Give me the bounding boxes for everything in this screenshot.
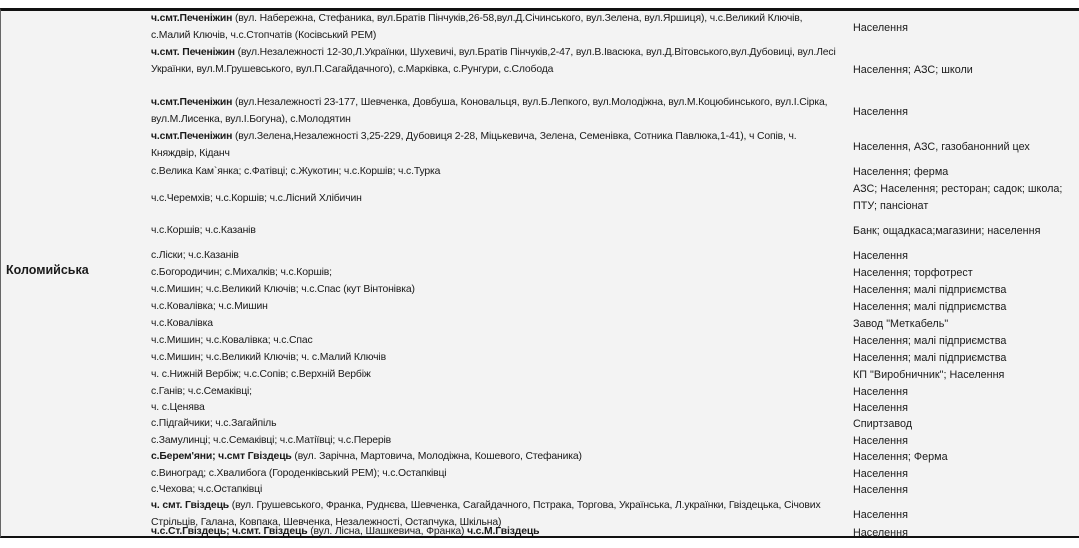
address-cell (151, 265, 841, 282)
table-row (1, 181, 1079, 217)
consumers-cell: Населення; торфотрест (853, 267, 973, 279)
table-row (1, 316, 1079, 333)
consumers-cell: Населення (853, 509, 908, 521)
settlement-bold: ч.смт.Печеніжин (151, 131, 233, 142)
address-cell (151, 45, 841, 78)
address-text: ч.с.Ковалівка (151, 318, 213, 329)
address-cell (151, 95, 841, 128)
district-name: Коломийська (6, 263, 89, 277)
settlement-bold: ч.смт. Печеніжин (151, 47, 235, 58)
address-cell (151, 191, 841, 208)
consumers-cell: Населення; малі підприємства (853, 352, 1007, 364)
consumers-cell: Населення; малі підприємства (853, 284, 1007, 296)
table-row (1, 95, 1079, 129)
address-cell (151, 350, 841, 367)
address-text: с.Замулинці; ч.с.Семаківці; ч.с.Матіївці; ч.с.Перерів (151, 435, 392, 446)
address-cell (151, 482, 841, 499)
table-row (1, 400, 1079, 417)
address-text: с.Підгайчики; ч.с.Загайпіль (151, 418, 277, 429)
table-row (1, 217, 1079, 247)
address-text: (вул. Набережна, Стефаника, вул.Братів Пінчуків,26-58,вул.Д.Січинського, вул.Зелена, вул.Яршиця), ч.с.Великий Ключів, с.Малий Ключів, ч.с.Стопчатів (Косівський РЕМ) (151, 13, 803, 41)
table-row (1, 45, 1079, 95)
address-cell (151, 416, 841, 433)
table-row (1, 11, 1079, 45)
table-row (1, 433, 1079, 450)
address-cell (151, 299, 841, 316)
address-cell (151, 333, 841, 350)
address-cell (151, 400, 841, 417)
address-text: ч.с.Мишин; ч.с.Великий Ключів; ч. с.Малий Ключів (151, 352, 386, 363)
address-text: ч. с.Нижній Вербіж; ч.с.Сопів; с.Верхній Вербіж (151, 369, 371, 380)
address-text: с.Велика Кам`янка; с.Фатівці; с.Жукотин; ч.с.Коршів; ч.с.Турка (151, 166, 441, 177)
address-cell (151, 11, 841, 44)
address-cell (151, 223, 841, 240)
address-cell (151, 367, 841, 384)
consumers-cell: Населення; АЗС; школи (853, 64, 973, 76)
settlement-bold: ч.смт.Печеніжин (151, 97, 233, 108)
address-text: (вул. Грушевського, Франка, Руднєва, Шевченка, Сагайдачного, Пстрака, Торгова, Українська, Л.українки, Гвіздецька, Січових Стрільців, Галана, Ковпака, Шевченка, Незалежності, Остапчука, Шкільна) (151, 500, 821, 528)
consumers-cell: Населення (853, 22, 908, 34)
consumers-cell: АЗС; Населення; ресторан; садок; школа; ПТУ; пансіонат (853, 183, 1063, 212)
table-row (1, 384, 1079, 401)
settlement-bold: ч.с.Ст.Гвіздець; ч.смт. Гвіздець (151, 526, 308, 537)
address-cell (151, 248, 841, 265)
table-row (1, 129, 1079, 163)
consumers-cell: Населення (853, 527, 908, 539)
consumers-cell: КП "Виробничник"; Населення (853, 369, 1005, 381)
address-cell (151, 466, 841, 483)
table-row (1, 416, 1079, 433)
address-text: ч.с.Черемхів; ч.с.Коршів; ч.с.Лісний Хлібичин (151, 193, 362, 204)
table-row (1, 524, 1079, 541)
table-row (1, 367, 1079, 384)
table-row (1, 299, 1079, 316)
table-row (1, 248, 1079, 265)
consumers-cell: Завод "Меткабель" (853, 318, 949, 330)
address-text: (вул. Лісна, Шашкевича, Франка) (307, 526, 468, 537)
address-text: (вул.Незалежності 12-30,Л.Українки, Шухевичі, вул.Братів Пінчуків,2-47, вул.В.Івасюка, вул.Д.Вітовського,вул.Дубовиці, вул.Лесі Українки, вул.М.Грушевського, вул.П.Сагайдачного), с.Марківка, с.Рунгури, с.Слобода (151, 47, 836, 75)
table-row (1, 350, 1079, 367)
address-cell (151, 384, 841, 401)
consumers-cell: Населення (853, 386, 908, 398)
consumers-cell: Населення (853, 250, 908, 262)
address-text: ч.с.Коршів; ч.с.Казанів (151, 225, 256, 236)
table-row (1, 466, 1079, 483)
consumers-cell: Населення; малі підприємства (853, 301, 1007, 313)
address-text: ч. с.Ценява (151, 402, 205, 413)
outage-schedule-table (0, 8, 1079, 538)
consumers-cell: Населення; малі підприємства (853, 335, 1007, 347)
table-row (1, 333, 1079, 350)
consumers-cell: Населення (853, 402, 908, 414)
consumers-cell: Населення; Ферма (853, 451, 948, 463)
address-text: (вул.Зелена,Незалежності 3,25-229, Дубовиця 2-28, Міцькевича, Зелена, Семенівка, Сотника Павлюка,1-41), ч Сопів, ч. Княждвір, Кіданч (151, 131, 797, 159)
settlement-bold: ч. смт. Гвіздець (151, 500, 230, 511)
address-text: с.Ганів; ч.с.Семаківці; (151, 386, 252, 397)
consumers-cell: Населення (853, 484, 908, 496)
address-cell (151, 164, 841, 181)
address-cell (151, 433, 841, 450)
consumers-cell: Банк; ощадкаса;магазини; населення (853, 225, 1041, 237)
table-row (1, 282, 1079, 299)
address-text: ч.с.Ковалівка; ч.с.Мишин (151, 301, 268, 312)
address-text: с.Чехова; ч.с.Остапківці (151, 484, 263, 495)
address-cell (151, 316, 841, 333)
address-text: (вул.Незалежності 23-177, Шевченка, Довбуша, Коновальця, вул.Б.Лепкого, вул.Молодіжна, вул.М.Коцюбинського, вул.І.Сірка, вул.М.Лисенка, вул.І.Богуна), с.Молодятин (151, 97, 828, 125)
consumers-cell: Населення; ферма (853, 166, 949, 178)
consumers-cell: Спиртзавод (853, 418, 913, 430)
settlement-bold: ч.смт.Печеніжин (151, 13, 233, 24)
consumers-cell: Населення, АЗС, газобанонний цех (853, 141, 1030, 153)
address-text: с.Виноград; с.Хвалибога (Городенківський РЕМ); ч.с.Остапківці (151, 468, 447, 479)
consumers-cell: Населення (853, 468, 908, 480)
table-row (1, 482, 1079, 499)
consumers-cell: Населення (853, 435, 908, 447)
address-cell (151, 129, 841, 162)
address-text: ч.с.Мишин; ч.с.Великий Ключів; ч.с.Спас (кут Вінтонівка) (151, 284, 415, 295)
address-cell (151, 449, 841, 466)
table-row (1, 449, 1079, 466)
settlement-bold: ч.с.М.Гвіздець (467, 526, 540, 537)
table-row (1, 164, 1079, 181)
address-cell (151, 524, 841, 541)
address-text: с.Ліски; ч.с.Казанів (151, 250, 239, 261)
consumers-cell: Населення (853, 106, 908, 118)
address-text: с.Богородичин; с.Михалків; ч.с.Коршів; (151, 267, 332, 278)
address-text: ч.с.Мишин; ч.с.Ковалівка; ч.с.Спас (151, 335, 313, 346)
address-text: (вул. Зарічна, Мартовича, Молодіжна, Кошевого, Стефаника) (291, 451, 582, 462)
address-cell (151, 282, 841, 299)
settlement-bold: с.Берем'яни; ч.смт Гвіздець (151, 451, 292, 462)
table-row (1, 265, 1079, 282)
